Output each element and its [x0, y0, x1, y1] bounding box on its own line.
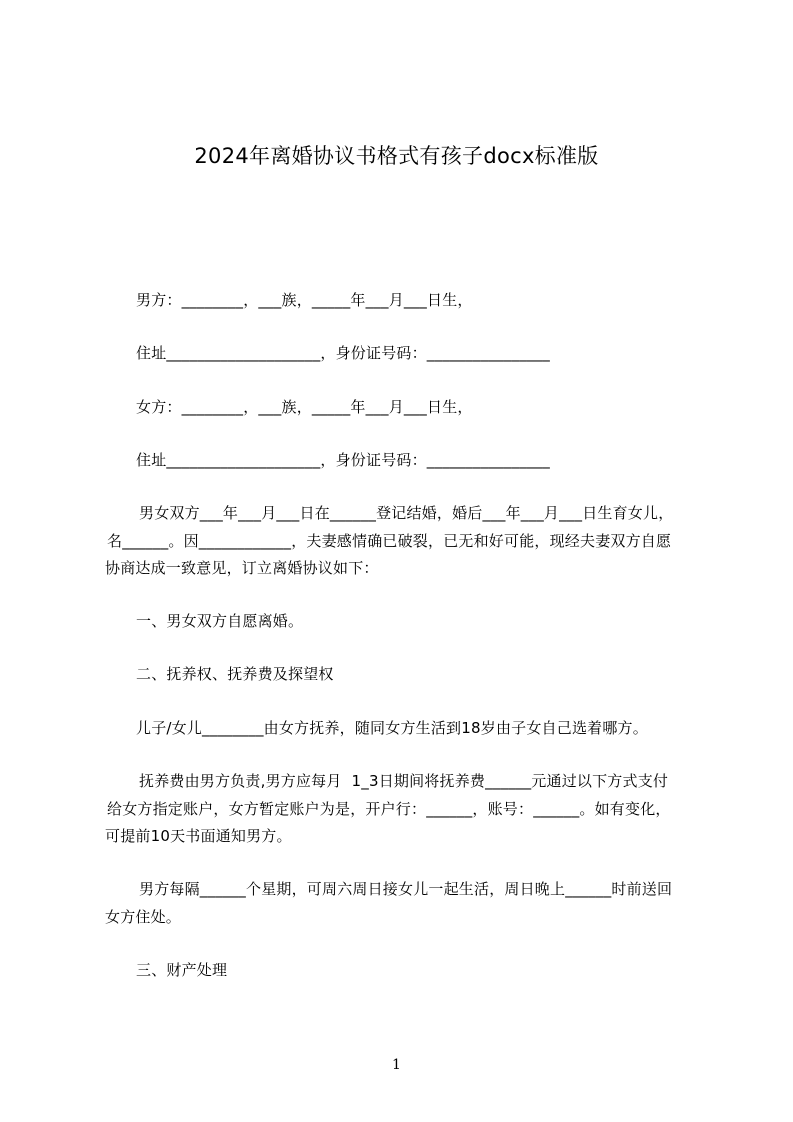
custody-line: 儿子/女儿________由女方抚养，随同女方生活到18岁由子女自己选着哪方。 [136, 719, 648, 737]
marriage-paragraph-line-3: 协商达成一致意见，订立离婚协议如下： [105, 559, 379, 577]
child-support-line-3: 可提前10天书面通知男方。 [105, 827, 292, 845]
marriage-paragraph-line-1: 男女双方___年___月___日在______登记结婚，婚后___年___月___日生育女儿， [139, 504, 674, 522]
clause-3-heading: 三、财产处理 [136, 961, 228, 979]
child-support-line-2: 给女方指定账户，女方暂定账户为是，开户行：______，账号：______。如有变化， [107, 800, 671, 818]
wife-info-line: 女方：________，___族，_____年___月___日生， [136, 398, 473, 416]
visitation-line-1: 男方每隔______个星期，可周六周日接女儿一起生活，周日晚上______时前送回 [139, 880, 673, 898]
document-title: 2024年离婚协议书格式有孩子docx标准版 [194, 144, 599, 168]
visitation-line-2: 女方住处。 [105, 908, 182, 926]
clause-1-heading: 一、男女双方自愿离婚。 [136, 612, 304, 630]
marriage-paragraph-line-2: 名______。因____________，夫妻感情确已破裂，已无和好可能，现经夫妻双方自愿 [107, 532, 672, 550]
clause-2-heading: 二、抚养权、抚养费及探望权 [136, 665, 334, 683]
husband-address-line: 住址____________________，身份证号码：________________ [136, 344, 551, 362]
page-number: 1 [392, 1057, 401, 1073]
wife-address-line: 住址____________________，身份证号码：________________ [136, 451, 551, 469]
husband-info-line: 男方：________，___族，_____年___月___日生， [136, 291, 473, 309]
child-support-line-1: 抚养费由男方负责,男方应每月 1_3日期间将抚养费______元通过以下方式支付 [139, 772, 669, 790]
